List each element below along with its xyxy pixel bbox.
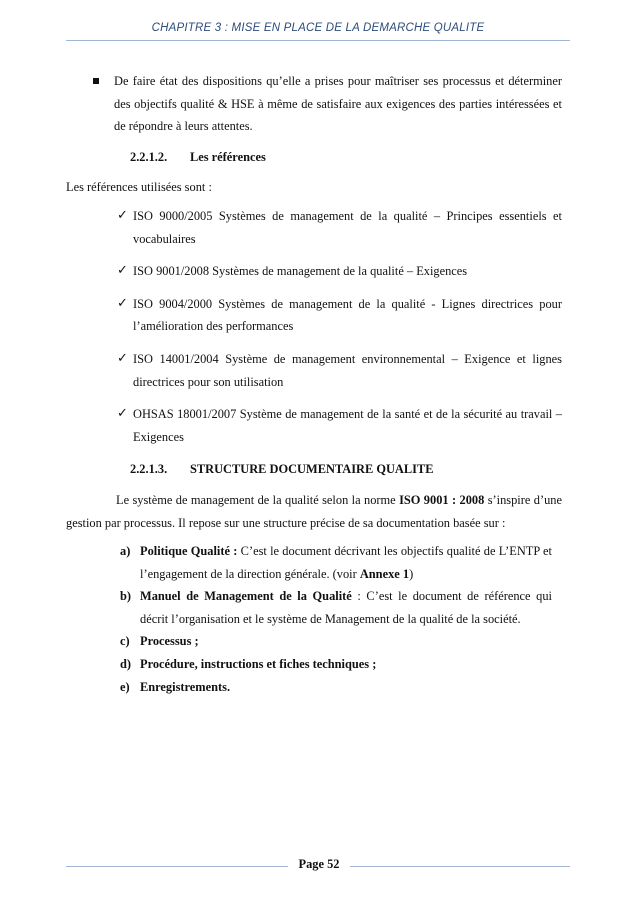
reference-text: ISO 14001/2004 Système de management environnemental – Exigence et lignes directrices pour son utilisation (133, 351, 562, 389)
reference-item (66, 205, 562, 250)
page-body (66, 70, 562, 698)
item-text: C’est le document décrivant les objectifs qualité de L’ENTP et l’engagement de la direction générale. (voir (140, 544, 552, 581)
item-label: b) (120, 589, 132, 604)
footer-divider-right (350, 866, 570, 867)
page-header: CHAPITRE 3 : MISE EN PLACE DE LA DEMARCHE QUALITE (151, 22, 485, 34)
reference-text: ISO 9004/2000 Systèmes de management de la qualité - Lignes directrices pour l’amélioration des performances (133, 296, 562, 334)
reference-item (66, 403, 562, 448)
reference-text: OHSAS 18001/2007 Système de management de la santé et de la sécurité au travail – Exigences (133, 407, 562, 444)
section-title: Les références (190, 149, 266, 164)
references-intro: Les références utilisées sont : (66, 180, 212, 195)
documentation-item (66, 630, 562, 653)
paragraph-text: s’inspire d’une gestion par processus. Il repose sur une structure précise de sa documentation basée sur : (66, 492, 562, 530)
reference-item (66, 348, 562, 393)
documentation-item (66, 540, 562, 585)
reference-text: ISO 9000/2005 Systèmes de management de la qualité – Principes essentiels et vocabulaires (133, 208, 562, 246)
intro-bullet-item (66, 70, 562, 138)
documentation-item (66, 585, 562, 630)
checkmark-icon: ✓ (117, 295, 128, 311)
section-number: 2.2.1.3. (130, 462, 168, 477)
item-label: d) (120, 657, 132, 672)
item-text: ) (409, 566, 414, 581)
checkmark-icon: ✓ (117, 350, 128, 366)
item-title: Politique Qualité : (140, 544, 238, 559)
documentation-item (66, 653, 562, 676)
item-text: : C’est le document de référence qui décrit l’organisation et le système de Management de la qualité de la société. (140, 589, 552, 626)
checkmark-icon: ✓ (117, 406, 128, 422)
item-label: e) (120, 679, 130, 694)
documentation-item (66, 676, 562, 699)
page-number: Page 52 (298, 857, 340, 871)
item-title: Procédure, instructions et fiches techniques ; (140, 657, 377, 672)
section-heading-references (130, 146, 562, 169)
reference-text: ISO 9001/2008 Systèmes de management de la qualité – Exigences (133, 264, 468, 279)
square-bullet-icon (93, 78, 99, 84)
checkmark-icon: ✓ (117, 263, 128, 279)
item-title: Manuel de Management de la Qualité (140, 589, 352, 604)
item-title: Processus ; (140, 634, 199, 649)
checkmark-icon: ✓ (117, 207, 128, 223)
section-title: STRUCTURE DOCUMENTAIRE QUALITE (190, 462, 434, 477)
structure-paragraph (66, 489, 562, 534)
item-title: Enregistrements. (140, 679, 231, 694)
paragraph-text: Le système de management de la qualité selon la norme (116, 492, 400, 507)
item-label: c) (120, 634, 130, 649)
intro-bullet-text: De faire état des dispositions qu’elle a prises pour maîtriser ses processus et déterminer des objectifs qualité & HSE à même de satisfaire aux exigences des parties intéressées et de répondre à leurs attentes. (114, 74, 562, 134)
reference-item (66, 260, 562, 283)
header-divider (66, 40, 570, 41)
documentation-list (66, 540, 562, 698)
item-label: a) (120, 544, 131, 559)
references-list (66, 205, 562, 448)
section-number: 2.2.1.2. (130, 149, 168, 164)
paragraph-norm: ISO 9001 : 2008 (399, 492, 485, 507)
footer-divider-left (66, 866, 288, 867)
section-heading-structure (130, 458, 562, 481)
item-annex: Annexe 1 (359, 566, 410, 581)
reference-item (66, 293, 562, 338)
